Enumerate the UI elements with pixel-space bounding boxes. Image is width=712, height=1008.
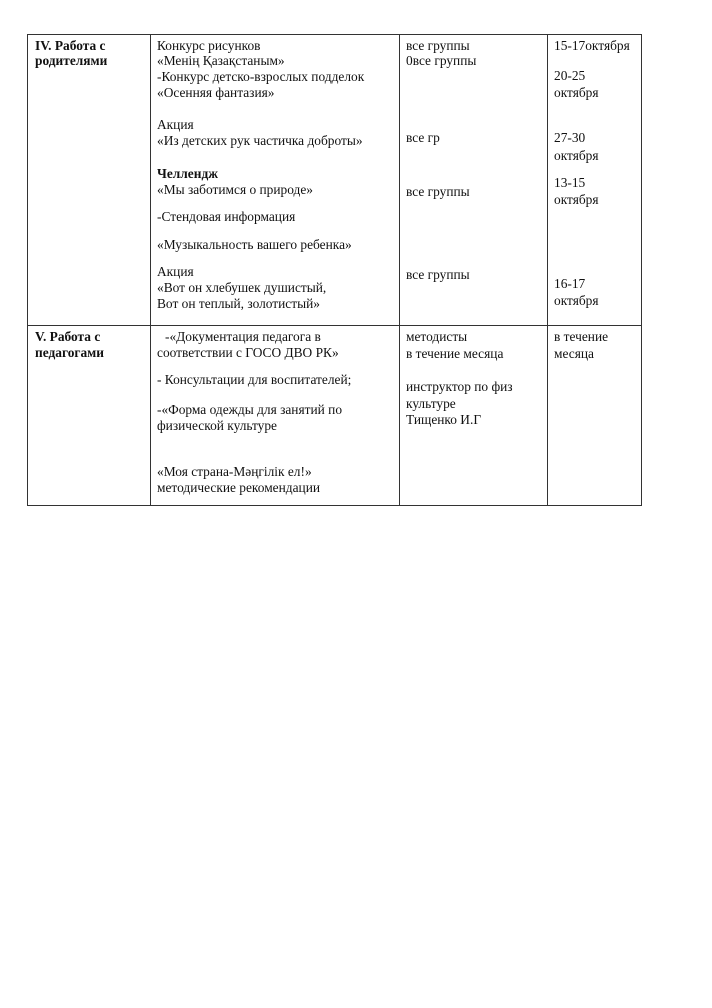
responsible-text: все гр: [406, 130, 440, 145]
column-divider: [150, 35, 151, 505]
event-text: -«Форма одежды для занятий по: [157, 402, 343, 417]
date-text: октября: [554, 192, 599, 207]
date-text: в течение: [554, 329, 609, 344]
date-text: 13-15: [554, 175, 586, 190]
column-divider: [399, 35, 400, 505]
event-text: соответствии с ГОСО ДВО РК»: [157, 345, 339, 360]
plan-table: [27, 34, 642, 506]
event-text: - Консультации для воспитателей;: [157, 372, 352, 387]
event-text: «Музыкальность вашего ребенка»: [157, 237, 352, 252]
date-text: октября: [554, 85, 599, 100]
responsible-text: в течение месяца: [406, 346, 504, 361]
date-text: 15-17октября: [554, 38, 630, 53]
responsible-text: культуре: [406, 396, 456, 411]
event-text: методические рекомендации: [157, 480, 321, 495]
date-text: 16-17: [554, 276, 586, 291]
responsible-text: все группы: [406, 184, 470, 199]
event-text: «Мы заботимся о природе»: [157, 182, 313, 197]
responsible-text: инструктор по физ: [406, 379, 513, 394]
section-title: V. Работа с: [35, 329, 101, 344]
event-text: Акция: [157, 117, 194, 132]
section-title: педагогами: [35, 345, 105, 360]
event-text: «Вот он хлебушек душистый,: [157, 280, 327, 295]
event-text: Акция: [157, 264, 194, 279]
event-text: «Менің Қазақстаным»: [157, 53, 285, 68]
responsible-text: методисты: [406, 329, 468, 344]
event-text: -Стендовая информация: [157, 209, 296, 224]
date-text: октября: [554, 148, 599, 163]
responsible-text: все группы: [406, 38, 470, 53]
event-text: «Моя страна-Мәңгілік ел!»: [157, 464, 312, 479]
event-text: -«Документация педагога в: [165, 329, 321, 344]
event-text: «Осенняя фантазия»: [157, 85, 275, 100]
responsible-text: 0все группы: [406, 53, 477, 68]
responsible-text: Тищенко И.Г: [406, 412, 482, 427]
event-text: Конкурс рисунков: [157, 38, 261, 53]
event-text: физической культуре: [157, 418, 277, 433]
section-title: родителями: [35, 53, 108, 68]
section-title: IV. Работа с: [35, 38, 106, 53]
row-divider: [28, 325, 641, 326]
responsible-text: все группы: [406, 267, 470, 282]
event-text: -Конкурс детско-взрослых подделок: [157, 69, 365, 84]
date-text: месяца: [554, 346, 594, 361]
date-text: 20-25: [554, 68, 586, 83]
event-text: Вот он теплый, золотистый»: [157, 296, 320, 311]
column-divider: [547, 35, 548, 505]
date-text: октября: [554, 293, 599, 308]
date-text: 27-30: [554, 130, 586, 145]
event-text: «Из детских рук частичка доброты»: [157, 133, 363, 148]
event-text: Челлендж: [157, 166, 218, 181]
